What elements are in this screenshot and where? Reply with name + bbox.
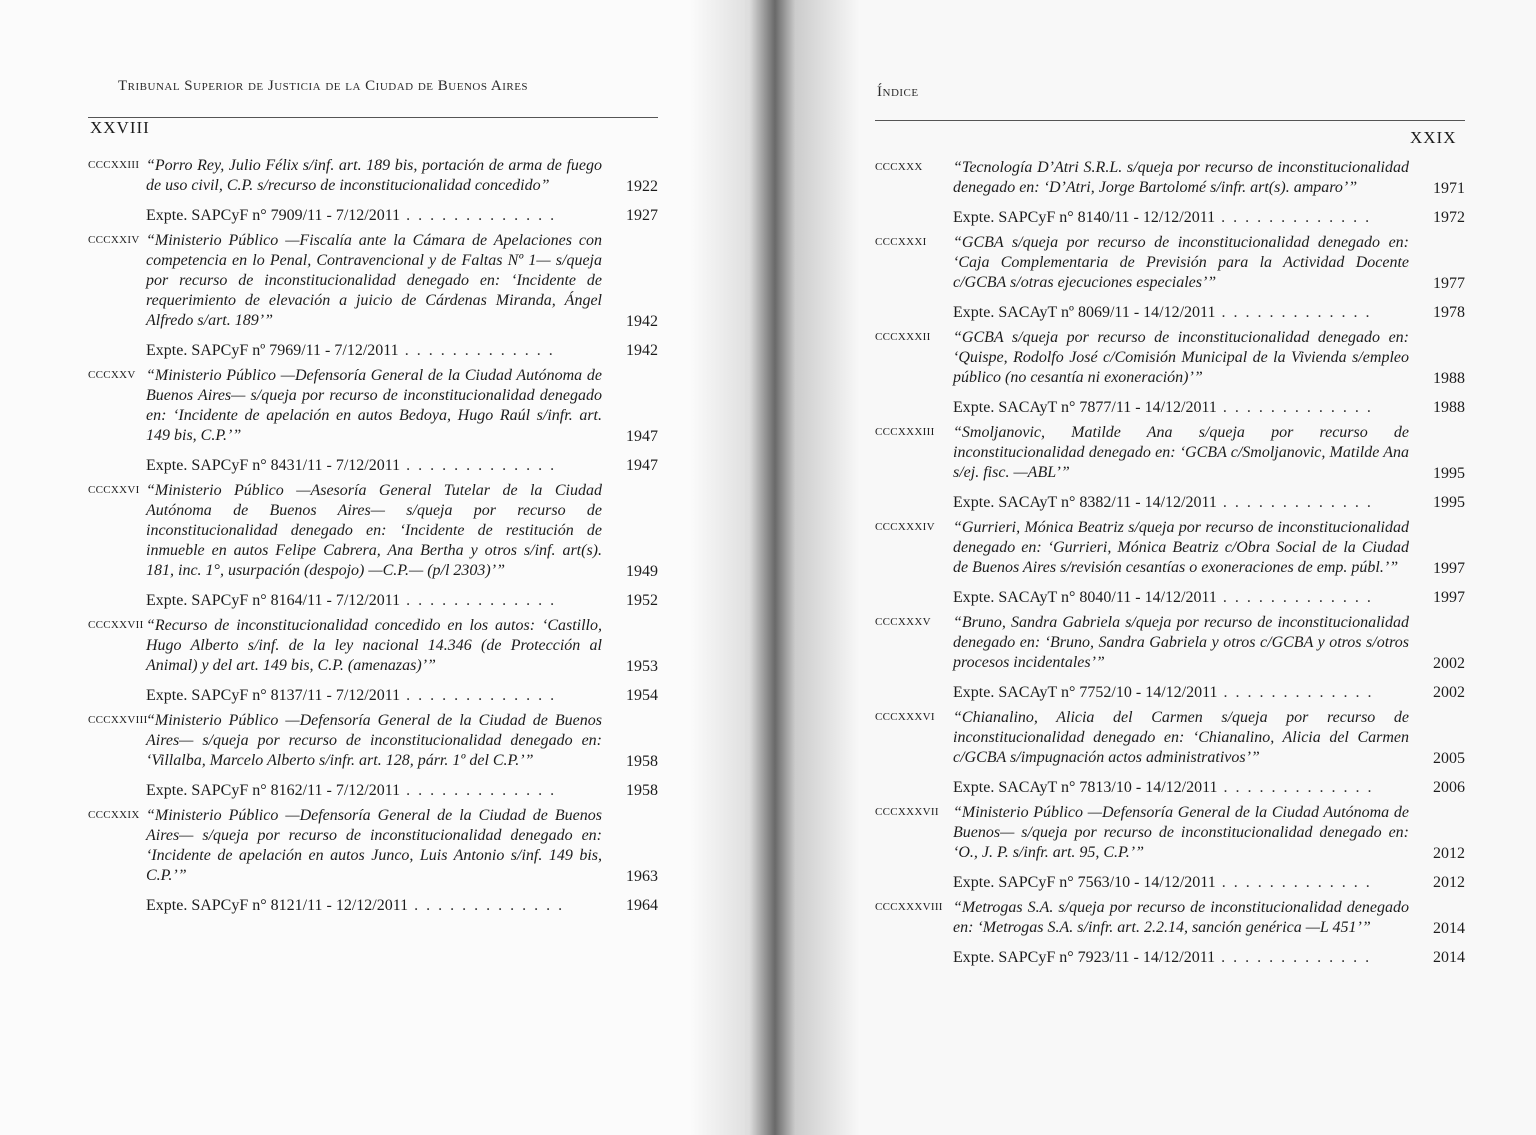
entry-title: “Ministerio Público —Defensoría General de la Ciudad de Buenos Aires— s/queja por recurso de inconstitucionalidad denegado en: ‘Incidente de apelación en autos Junco, Luis Antonio s/inf. 149 bis, C.P.’” — [146, 807, 602, 884]
entry-expte-page: 1995 — [1433, 494, 1465, 511]
entry-numeral: CCCXXXIII — [875, 426, 935, 438]
entry-expte: Expte. SAPCyF n° 8121/11 - 12/12/2011 — [146, 897, 409, 914]
entry-title-page: 1942 — [626, 313, 658, 330]
dot-leader: . . . . . . . . . . . . . — [400, 687, 557, 704]
entry-expte: Expte. SACAyT n° 8040/11 - 14/12/2011 — [953, 589, 1217, 606]
entry-expte-line — [146, 591, 658, 611]
entry-expte: Expte. SAPCyF n° 8431/11 - 7/12/2011 — [146, 457, 401, 474]
entry-numeral: CCCXXXV — [875, 616, 931, 628]
dot-leader: . . . . . . . . . . . . . — [1215, 874, 1372, 891]
entry-expte-line — [953, 398, 1465, 418]
dot-leader: . . . . . . . . . . . . . — [1215, 209, 1372, 226]
entry-expte-line — [953, 493, 1465, 513]
entry-title-page: 1988 — [1433, 370, 1465, 387]
entry-expte-line — [953, 208, 1465, 228]
index-entry — [875, 613, 1465, 703]
entry-title: “Chianalino, Alicia del Carmen s/queja por recurso de inconstitucionalidad denegado en: ‘Chianalino, Alicia del Carmen c/GCBA s/impugnación actos administrativos’” — [953, 709, 1409, 766]
entry-expte-line — [146, 781, 658, 801]
entry-title: “Ministerio Público —Defensoría General de la Ciudad de Buenos Aires— s/queja por recurso de inconstitucionalidad denegado en: ‘Villalba, Marcelo Alberto s/infr. art. 128, párr. 1º del C.P.’” — [146, 712, 602, 769]
entry-expte-page: 2014 — [1433, 949, 1465, 966]
page-number: XXVIII — [90, 118, 150, 137]
running-head: Tribunal Superior de Justicia de la Ciudad de Buenos Aires — [118, 78, 529, 94]
dot-leader: . . . . . . . . . . . . . — [1217, 684, 1374, 701]
entry-expte-line — [953, 778, 1465, 798]
entry-expte-page: 1952 — [626, 592, 658, 609]
entry-title-page: 1977 — [1433, 275, 1465, 292]
entry-numeral: CCCXXXVII — [875, 806, 939, 818]
entry-expte-line — [146, 896, 658, 916]
entry-expte: Expte. SACAyT n° 7752/10 - 14/12/2011 — [953, 684, 1218, 701]
index-entry — [88, 806, 658, 916]
dot-leader: . . . . . . . . . . . . . — [400, 207, 557, 224]
entry-title-page: 2012 — [1433, 845, 1465, 862]
entry-title: “GCBA s/queja por recurso de inconstitucionalidad denegado en: ‘Quispe, Rodolfo José c/Comisión Municipal de la Vivienda s/empleo público (no cesantía ni exoneración)’” — [953, 329, 1409, 386]
entry-expte-page: 1988 — [1433, 399, 1465, 416]
header-rule — [88, 117, 658, 118]
entry-expte-line — [146, 206, 658, 226]
entry-expte: Expte. SAPCyF n° 7909/11 - 7/12/2011 — [146, 207, 401, 224]
entry-expte: Expte. SACAyT n° 8382/11 - 14/12/2011 — [953, 494, 1217, 511]
entry-expte: Expte. SAPCyF n° 7923/11 - 14/12/2011 — [953, 949, 1216, 966]
index-entry — [875, 423, 1465, 513]
index-entry — [875, 328, 1465, 418]
entry-title-page: 1971 — [1433, 180, 1465, 197]
entry-expte: Expte. SACAyT n° 7813/10 - 14/12/2011 — [953, 779, 1218, 796]
entry-title-page: 2002 — [1433, 655, 1465, 672]
index-entry — [875, 158, 1465, 228]
entry-expte-page: 1947 — [626, 457, 658, 474]
dot-leader: . . . . . . . . . . . . . — [1217, 779, 1374, 796]
entry-expte-page: 1954 — [626, 687, 658, 704]
page-number: XXIX — [1410, 128, 1457, 147]
entry-title-page: 1997 — [1433, 560, 1465, 577]
entry-expte-line — [146, 686, 658, 706]
index-entries — [88, 156, 658, 921]
entry-title: “Ministerio Público —Fiscalía ante la Cámara de Apelaciones con competencia en lo Penal, Contravencional y de Faltas Nº 1— s/queja por recurso de inconstitucionalidad denegado en: ‘Incidente de requerimiento de elevación a juicio de Cárdenas Miranda, Ángel Alfredo s/art. 189’” — [146, 232, 602, 329]
dot-leader: . . . . . . . . . . . . . — [1215, 949, 1372, 966]
entry-title-page: 2014 — [1433, 920, 1465, 937]
entry-title-page: 2005 — [1433, 750, 1465, 767]
entry-numeral: CCCXXXVIII — [875, 901, 943, 913]
index-entry — [875, 708, 1465, 798]
entry-expte-page: 1927 — [626, 207, 658, 224]
dot-leader: . . . . . . . . . . . . . — [1216, 589, 1373, 606]
entry-expte: Expte. SAPCyF n° 8162/11 - 7/12/2011 — [146, 782, 401, 799]
entry-numeral: CCCXXV — [88, 369, 136, 381]
entry-title: “Metrogas S.A. s/queja por recurso de inconstitucionalidad denegado en: ‘Metrogas S.A. s/infr. art. 2.2.14, sanción genérica —L 451’” — [953, 899, 1409, 936]
entry-expte-page: 1964 — [626, 897, 658, 914]
entry-expte: Expte. SACAyT n° 7877/11 - 14/12/2011 — [953, 399, 1217, 416]
entry-numeral: CCCXXXVI — [875, 711, 935, 723]
entry-expte-line — [953, 303, 1465, 323]
index-entry — [88, 156, 658, 226]
entry-numeral: CCCXXXI — [875, 236, 927, 248]
entry-expte-page: 1997 — [1433, 589, 1465, 606]
index-entry — [88, 616, 658, 706]
entry-title: “Gurrieri, Mónica Beatriz s/queja por recurso de inconstitucionalidad denegado en: ‘Gurrieri, Mónica Beatriz c/Obra Social de la Ciudad de Buenos Aires s/revisión cesantías o exoneraciones de emp. públ.’” — [953, 519, 1409, 576]
index-entry — [875, 518, 1465, 608]
entry-title-page: 1922 — [626, 178, 658, 195]
dot-leader: . . . . . . . . . . . . . — [398, 342, 555, 359]
dot-leader: . . . . . . . . . . . . . — [408, 897, 565, 914]
index-entry — [875, 898, 1465, 968]
entry-numeral: CCCXXXIV — [875, 521, 935, 533]
right-page — [745, 0, 1536, 1135]
entry-numeral: CCCXXIII — [88, 159, 140, 171]
entry-numeral: CCCXXXII — [875, 331, 931, 343]
entry-expte: Expte. SAPCyF nº 7969/11 - 7/12/2011 — [146, 342, 399, 359]
entry-expte-page: 1958 — [626, 782, 658, 799]
index-entry — [88, 366, 658, 476]
entry-expte-line — [953, 588, 1465, 608]
entry-expte-page: 2002 — [1433, 684, 1465, 701]
entry-numeral: CCCXXX — [875, 161, 923, 173]
index-entry — [88, 231, 658, 361]
index-entry — [875, 233, 1465, 323]
entry-title-page: 1963 — [626, 868, 658, 885]
entry-numeral: CCCXXIX — [88, 809, 140, 821]
entry-title: “Ministerio Público —Asesoría General Tutelar de la Ciudad Autónoma de Buenos Aires— s/queja por recurso de inconstitucionalidad denegado en: ‘Incidente de restitución de inmueble en autos Felipe Cabrera, Ana Bertha y otros s/inf. art(s). 181, inc. 1°, usurpación (despojo) —C.P.— (p/l 2303)’” — [146, 482, 602, 579]
entry-expte-line — [146, 341, 658, 361]
entry-title-page: 1995 — [1433, 465, 1465, 482]
entry-numeral: CCCXXVIII — [88, 714, 148, 726]
entry-title-page: 1949 — [626, 563, 658, 580]
entry-title: “Smoljanovic, Matilde Ana s/queja por recurso de inconstitucionalidad denegado en: ‘GCBA c/Smoljanovic, Matilde Ana s/ej. fisc. —ABL’” — [953, 424, 1409, 481]
entry-expte-line — [953, 948, 1465, 968]
dot-leader: . . . . . . . . . . . . . — [1216, 494, 1373, 511]
header-rule — [875, 120, 1465, 121]
entry-expte-page: 1942 — [626, 342, 658, 359]
entry-expte: Expte. SAPCyF n° 8140/11 - 12/12/2011 — [953, 209, 1216, 226]
index-entry — [88, 481, 658, 611]
entry-title-page: 1958 — [626, 753, 658, 770]
entry-numeral: CCCXXVI — [88, 484, 140, 496]
entry-expte-line — [146, 456, 658, 476]
entry-expte-page: 1972 — [1433, 209, 1465, 226]
entry-title: “Ministerio Público —Defensoría General de la Ciudad Autónoma de Buenos— s/queja por recurso de inconstitucionalidad denegado en: ‘O., J. P. s/infr. art. 95, C.P.’” — [953, 804, 1409, 861]
entry-title-page: 1953 — [626, 658, 658, 675]
entry-expte-line — [953, 873, 1465, 893]
entry-expte-page: 2006 — [1433, 779, 1465, 796]
entry-numeral: CCCXXVII — [88, 619, 144, 631]
dot-leader: . . . . . . . . . . . . . — [400, 592, 557, 609]
entry-expte: Expte. SAPCyF n° 7563/10 - 14/12/2011 — [953, 874, 1216, 891]
entry-expte-page: 2012 — [1433, 874, 1465, 891]
entry-title: “Recurso de inconstitucionalidad concedido en los autos: ‘Castillo, Hugo Alberto s/inf. de la ley nacional 14.346 (de Protección al Animal) y del art. 149 bis, C.P. (amenazas)’” — [146, 617, 602, 674]
entry-title-page: 1947 — [626, 428, 658, 445]
entry-numeral: CCCXXIV — [88, 234, 140, 246]
dot-leader: . . . . . . . . . . . . . — [1215, 304, 1372, 321]
entry-title: “Porro Rey, Julio Félix s/inf. art. 189 bis, portación de arma de fuego de uso civil, C.P. s/recurso de inconstitucionalidad concedido” — [146, 157, 602, 194]
entry-expte-line — [953, 683, 1465, 703]
dot-leader: . . . . . . . . . . . . . — [1216, 399, 1373, 416]
left-page — [0, 0, 745, 1135]
dot-leader: . . . . . . . . . . . . . — [400, 457, 557, 474]
entry-expte: Expte. SAPCyF n° 8164/11 - 7/12/2011 — [146, 592, 401, 609]
entry-title: “Bruno, Sandra Gabriela s/queja por recurso de inconstitucionalidad denegado en: ‘Bruno, Sandra Gabriela y otros c/GCBA y otros s/otros procesos incidentales’” — [953, 614, 1409, 671]
dot-leader: . . . . . . . . . . . . . — [400, 782, 557, 799]
entry-title: “Ministerio Público —Defensoría General de la Ciudad Autónoma de Buenos Aires— s/queja por recurso de inconstitucionalidad denegado en: ‘Incidente de apelación en autos Bedoya, Hugo Raúl s/infr. art. 149 bis, C.P.’” — [146, 367, 602, 444]
entry-expte: Expte. SACAyT nº 8069/11 - 14/12/2011 — [953, 304, 1216, 321]
entry-expte-page: 1978 — [1433, 304, 1465, 321]
entry-title: “GCBA s/queja por recurso de inconstitucionalidad denegado en: ‘Caja Complementaria de Previsión para la Actividad Docente c/GCBA s/otras ejecuciones especiales’” — [953, 234, 1409, 291]
running-head: Índice — [877, 84, 919, 100]
entry-expte: Expte. SAPCyF n° 8137/11 - 7/12/2011 — [146, 687, 401, 704]
index-entry — [875, 803, 1465, 893]
index-entries — [875, 158, 1465, 973]
index-entry — [88, 711, 658, 801]
entry-title: “Tecnología D’Atri S.R.L. s/queja por recurso de inconstitucionalidad denegado en: ‘D’Atri, Jorge Bartolomé s/infr. art(s). amparo’” — [953, 159, 1409, 196]
